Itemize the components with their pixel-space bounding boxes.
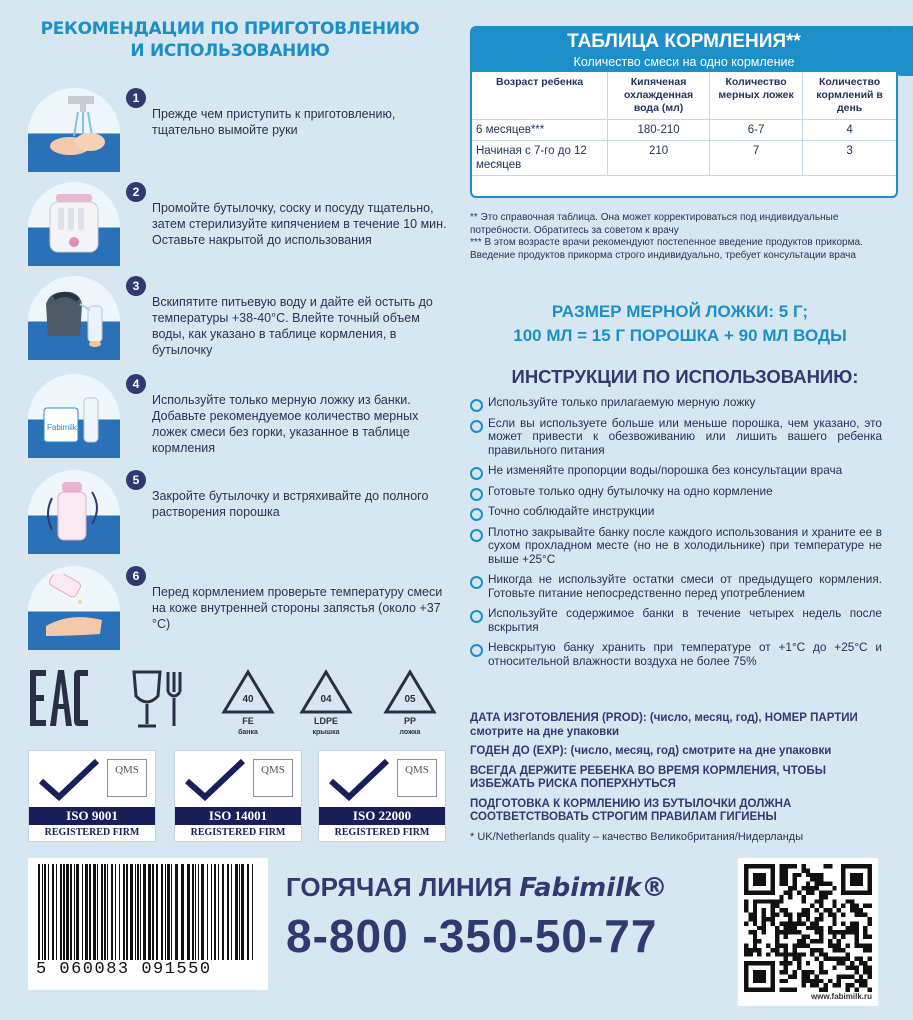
measuring-spoon-icon [28, 374, 120, 458]
list-item: Точно соблюдайте инструкции [470, 505, 882, 519]
feeding-table-subtitle: Количество смеси на одно кормление [573, 55, 795, 69]
eac-mark [28, 668, 90, 728]
iso-label: ISO 14001 [175, 807, 301, 825]
qr-code[interactable] [738, 858, 878, 1006]
iso-9001-badge [28, 750, 156, 842]
table-cell: 3 [803, 141, 896, 176]
step-text: Прежде чем приступить к приготовлению, тщательно вымойте руки [152, 107, 396, 137]
website-url[interactable]: www.fabimilk.ru [810, 992, 872, 1001]
iso-22000-badge [318, 750, 446, 842]
step-number: 4 [126, 374, 146, 394]
table-cell: Начиная с 7-го до 12 месяцев [472, 141, 608, 176]
instructions-list [470, 396, 882, 675]
spoon-size [460, 300, 900, 348]
table-header-row [472, 72, 896, 120]
recycle-ldpe-icon [298, 668, 354, 738]
qms-label: QMS [107, 759, 147, 797]
registered-firm-label: REGISTERED FIRM [44, 827, 140, 838]
svg-text:40: 40 [242, 694, 254, 705]
step-number: 5 [126, 470, 146, 490]
column-header: Количество мерных ложек [709, 72, 802, 120]
svg-text:FE: FE [242, 716, 254, 726]
hotline [286, 870, 726, 967]
hotline-text: ГОРЯЧАЯ ЛИНИЯ [286, 872, 513, 902]
prep-title-line1: РЕКОМЕНДАЦИИ ПО ПРИГОТОВЛЕНИЮ [40, 19, 420, 39]
step-6 [28, 566, 448, 650]
table-footnotes [470, 212, 900, 262]
list-item: Если вы используете больше или меньше порошка, чем указано, это может привести к обезвоживанию или лишить вашего ребенка правильного питания [470, 417, 882, 458]
column-header: Возраст ребенка [472, 72, 608, 120]
barcode-bars [36, 864, 260, 960]
table-cell: 6 месяцев*** [472, 120, 608, 141]
step-3 [28, 276, 448, 360]
brand-logo: Fabimilk® [519, 873, 668, 903]
table-cell: 7 [709, 141, 802, 176]
checkmark-icon [183, 757, 247, 801]
svg-text:05: 05 [404, 694, 416, 705]
step-number: 1 [126, 88, 146, 108]
step-5 [28, 470, 448, 554]
iso-14001-badge [174, 750, 302, 842]
production-date-note: ДАТА ИЗГОТОВЛЕНИЯ (PROD): (число, месяц, год), НОМЕР ПАРТИИ смотрите на дне упаковки [470, 712, 858, 738]
table-cell: 6-7 [709, 120, 802, 141]
registered-firm-label: REGISTERED FIRM [334, 827, 430, 838]
expiry-date-note: ГОДЕН ДО (EXP): (число, месяц, год) смотрите на дне упаковки [470, 745, 832, 757]
spoon-size-line2: 100 МЛ = 15 Г ПОРОШКА + 90 МЛ ВОДЫ [513, 326, 847, 345]
iso-label: ISO 22000 [319, 807, 445, 825]
checkmark-icon [327, 757, 391, 801]
column-header: Количество кормлений в день [803, 72, 896, 120]
list-item: Готовьте только одну бутылочку на одно кормление [470, 485, 882, 499]
barcode-number: 5 060083 091550 [36, 960, 212, 979]
registered-firm-label: REGISTERED FIRM [190, 827, 286, 838]
table-cell: 4 [803, 120, 896, 141]
step-number: 6 [126, 566, 146, 586]
qms-label: QMS [253, 759, 293, 797]
wrist-test-icon [28, 566, 120, 650]
step-text: Перед кормлением проверьте температуру смеси на коже внутренней стороны запястья (около +37 °С) [152, 585, 443, 631]
hotline-phone[interactable]: 8-800 -350-50-77 [286, 910, 658, 962]
step-text: Закройте бутылочку и встряхивайте до полного растворения порошка [152, 489, 429, 519]
food-contact-icon [130, 668, 184, 730]
package-info [470, 712, 890, 850]
list-item: Невскрытую банку хранить при температуре от +1°С до +25°С и относительной влажности воздуха не более 75% [470, 641, 882, 668]
step-2 [28, 182, 448, 266]
prep-title [20, 18, 440, 62]
list-item: Используйте только прилагаемую мерную ложку [470, 396, 882, 410]
step-4 [28, 374, 448, 458]
barcode [28, 858, 268, 990]
kettle-icon [28, 276, 120, 360]
iso-label: ISO 9001 [29, 807, 155, 825]
hotline-label [286, 870, 726, 905]
step-text: Вскипятите питьевую воду и дайте ей остыть до температуры +38-40°С. Влейте точный объем воды, как указано в таблице кормления, в бутылочку [152, 295, 433, 357]
spoon-size-line1: РАЗМЕР МЕРНОЙ ЛОЖКИ: 5 Г; [551, 302, 809, 321]
footnote: ** Это справочная таблица. Она может корректироваться под индивидуальные потребности. Обратитесь за советом к врачу [470, 212, 839, 236]
hygiene-warning: ПОДГОТОВКА К КОРМЛЕНИЮ ИЗ БУТЫЛОЧКИ ДОЛЖНА СООТВЕТСТВОВАТЬ СТРОГИМ ПРАВИЛАМ ГИГИЕНЫ [470, 797, 792, 823]
prep-title-line2: И ИСПОЛЬЗОВАНИЮ [130, 41, 330, 61]
table-cell: 180-210 [608, 120, 710, 141]
sterilizer-icon [28, 182, 120, 266]
checkmark-icon [37, 757, 101, 801]
quality-note: * UK/Netherlands quality – качество Великобритания/Нидерланды [470, 830, 804, 843]
list-item: Не изменяйте пропорции воды/порошка без консультации врача [470, 464, 882, 478]
svg-text:банка: банка [238, 729, 258, 736]
table-row [472, 120, 896, 141]
qr-code-icon [744, 864, 872, 992]
step-text: Используйте только мерную ложку из банки. Добавьте рекомендуемое количество мерных ложек смеси без горки, указанное в таблице кормления [152, 393, 419, 455]
svg-text:Fabimilk: Fabimilk [47, 423, 77, 432]
shake-bottle-icon [28, 470, 120, 554]
svg-text:04: 04 [320, 694, 332, 705]
recycle-pp-icon [382, 668, 438, 738]
list-item: Используйте содержимое банки в течение четырех недель после вскрытия [470, 607, 882, 634]
feeding-table [470, 26, 898, 198]
svg-text:LDPE: LDPE [313, 716, 339, 726]
step-number: 2 [126, 182, 146, 202]
svg-text:PP: PP [403, 716, 417, 726]
list-item: Никогда не используйте остатки смеси от предыдущего кормления. Готовьте питание непосредственно перед употреблением [470, 573, 882, 600]
table-row [472, 141, 896, 176]
step-number: 3 [126, 276, 146, 296]
svg-text:ложка: ложка [399, 729, 421, 736]
footnote: *** В этом возрасте врачи рекомендуют постепенное введение продуктов прикорма. Введение продуктов прикорма строго индивидуально, требует консультации врача [470, 237, 863, 261]
svg-text:крышка: крышка [312, 729, 340, 736]
step-text: Промойте бутылочку, соску и посуду тщательно, затем стерилизуйте кипячением в течение 10 мин. Оставьте накрытой до использования [152, 201, 447, 247]
recycle-fe-icon [220, 668, 276, 738]
washing-hands-icon [28, 88, 120, 172]
list-item: Плотно закрывайте банку после каждого использования и храните ее в сухом прохладном месте (но не в холодильнике) при температуре не выше +25°С [470, 526, 882, 567]
feeding-table-header [472, 28, 896, 72]
step-1 [28, 88, 448, 172]
feeding-table-grid [472, 72, 896, 176]
qms-label: QMS [397, 759, 437, 797]
safety-warning: ВСЕГДА ДЕРЖИТЕ РЕБЕНКА ВО ВРЕМЯ КОРМЛЕНИЯ, ЧТОБЫ ИЗБЕЖАТЬ РИСКА ПОПЕРХНУТЬСЯ [470, 764, 826, 790]
instructions-title: ИНСТРУКЦИИ ПО ИСПОЛЬЗОВАНИЮ: [511, 366, 859, 387]
table-cell: 210 [608, 141, 710, 176]
column-header: Кипяченая охлажденная вода (мл) [608, 72, 710, 120]
feeding-table-title: ТАБЛИЦА КОРМЛЕНИЯ** [567, 31, 801, 52]
